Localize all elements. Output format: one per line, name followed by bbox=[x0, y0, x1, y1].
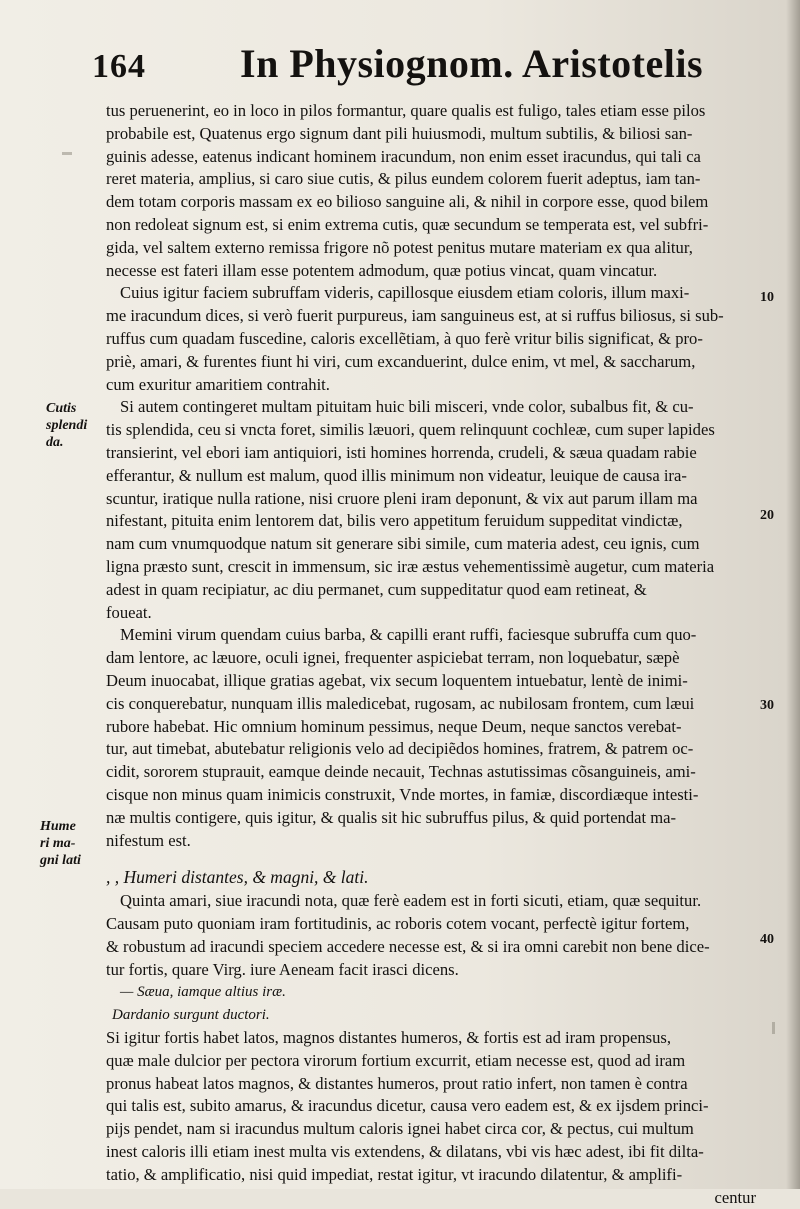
text-line: me iracundum dices, si verò fuerit purpureus, iam sanguineus est, at si ruffus biliosus, si sub- bbox=[106, 306, 724, 326]
margin-note-humeri: Hume ri ma- gni lati bbox=[40, 819, 81, 868]
text-line: qui talis est, subito amarus, & iracundus dicetur, causa vero eadem est, & ex ijsdem princi- bbox=[106, 1096, 709, 1116]
text-line: cisque non minus quam inimicis construxit, Vnde mortes, in famiæ, discordiæque intesti- bbox=[106, 784, 699, 804]
running-title: In Physiognom. Aristotelis bbox=[240, 41, 704, 86]
text-line: probabile est, Quatenus ergo signum dant pili huiusmodi, multum subtilis, & biliosi san- bbox=[106, 123, 693, 143]
text-line: foueat. bbox=[106, 602, 152, 622]
text-line: Deum inuocabat, illique gratias agebat, vix secum loquentem intuebatur, lentè de inimi- bbox=[106, 670, 688, 690]
ink-mark bbox=[62, 152, 72, 155]
text-line: dam lentore, ac læuore, oculi ignei, frequenter aspiciebat terram, non loquebatur, sæpè bbox=[106, 648, 680, 668]
text-line: cis conquerebatur, nunquam illis maledicebat, rugosam, ac nubilosam frontem, cum læui bbox=[106, 693, 695, 713]
text-line: ligna præsto sunt, crescit in immensum, sic iræ æstus vehementissimè augetur, cum materia bbox=[106, 556, 715, 576]
text-line: inest caloris illi etiam inest multa vis extendens, & dilatans, vbi vis hæc adest, ibi fit dilta- bbox=[106, 1142, 704, 1162]
text-line: tur, aut timebat, abutebatur religionis velo ad decipiẽdos homines, fratrem, & patrem oc- bbox=[106, 739, 694, 759]
text-line: pronus habeat latos magnos, & distantes humeros, prout ratio infert, non tamen è contra bbox=[106, 1073, 688, 1093]
text-line: nifestum est. bbox=[106, 830, 191, 850]
text-line: tus peruenerint, eo in loco in pilos formantur, quare qualis est fuligo, tales etiam esse pilos bbox=[106, 101, 706, 120]
text-line: transierint, vel ebori iam antiquiori, isti homines horrenda, crudeli, & sæua quadam rabie bbox=[106, 442, 697, 462]
page-header bbox=[92, 40, 732, 100]
text-line: tatio, & amplificatio, nisi quid impediat, restat igitur, vt iracundo dilatentur, & amplifi- bbox=[106, 1164, 683, 1184]
text-line: adest in quam recipiatur, ac diu permanet, cum suppeditatur quod eam retineat, & bbox=[106, 579, 647, 599]
line-number: 20 bbox=[760, 508, 774, 523]
paragraph-start-line: Cuius igitur faciem subruffam videris, capillosque eiusdem etiam coloris, illum maxi- bbox=[120, 283, 690, 303]
page-edge-shadow bbox=[786, 0, 800, 1189]
text-line: scuntur, iratique nulla ratione, nisi cruore pleni iram deponunt, & vix aut parum illam ma bbox=[106, 488, 698, 508]
paragraph-start-line: Memini virum quendam cuius barba, & capilli erant ruffi, faciesque subruffa cum quo- bbox=[120, 625, 697, 645]
text-line: gida, vel saltem externo remissa frigore nõ potest penitus mutare materiam ex qua alitur, bbox=[106, 237, 693, 257]
line-number: 40 bbox=[760, 932, 774, 947]
paragraph-start-line: Quinta amari, siue iracundi nota, quæ ferè eadem est in forti sicuti, etiam, quæ sequitur. bbox=[120, 891, 702, 911]
ink-mark bbox=[772, 1022, 775, 1034]
text-line: guinis adesse, eatenus indicant hominem iracundum, non enim esset iracundus, qui tali ca bbox=[106, 146, 701, 166]
text-line: nam cum vnumquodque natum sit generare sibi simile, cum materia adest, ceu ignis, cum bbox=[106, 534, 700, 554]
margin-note-cutis: Cutis splendi da. bbox=[46, 401, 88, 450]
section-heading: , , Humeri distantes, & magni, & lati. bbox=[106, 867, 369, 888]
body-text bbox=[106, 100, 756, 1209]
text-line: cum exuritur amaritiem contrahit. bbox=[106, 374, 330, 394]
catchword: centur bbox=[714, 1187, 756, 1207]
text-line: tur fortis, quare Virg. iure Aeneam facit irasci dicens. bbox=[106, 959, 459, 979]
text-line: tis splendida, ceu si vncta foret, similis læuori, quem relinquunt cochleæ, cum super lapides bbox=[106, 420, 715, 440]
text-line: Causam puto quoniam iram fortitudinis, ac roboris cotem vocant, perfectè igitur fortem, bbox=[106, 914, 690, 934]
text-line: cidit, sororem stuprauit, eamque deinde necauit, Technas astutissimas cõsanguineis, ami- bbox=[106, 762, 696, 782]
page-number: 164 bbox=[92, 48, 146, 85]
text-line: & robustum ad iracundi speciem accedere necesse est, & si ira omni carebit non bene dice- bbox=[106, 936, 710, 956]
line-number: 30 bbox=[760, 698, 774, 713]
text-line: næ multis contigere, quis igitur, & qualis sit hic subruffus pilus, & quid portendat ma- bbox=[106, 807, 677, 827]
text-line: reret materia, amplius, si caro siue cutis, & pilus eundem colorem fuerit adeptus, iam tan- bbox=[106, 169, 701, 189]
text-line: quæ male dulcior per pectora virorum fortium excurrit, etiam necesse est, quod ad iram bbox=[106, 1050, 686, 1070]
text-line: pijs pendet, nam si iracundus multum caloris ignei habet circa cor, & pectus, cui multum bbox=[106, 1119, 694, 1139]
text-line: non redoleat signum est, si enim extrema cutis, quæ secundum se temperata est, vel subfri- bbox=[106, 214, 709, 234]
text-line: dem totam corporis massam ex eo bilioso sanguine ali, & nihil in corpore esse, quod bilem bbox=[106, 192, 709, 212]
text-line: efferantur, & nullum est malum, quod illis minimum non videatur, leuique de causa ira- bbox=[106, 465, 687, 485]
text-line: Si igitur fortis habet latos, magnos distantes humeros, & fortis est ad iram propensus, bbox=[106, 1028, 672, 1048]
verse-quotation: — Sæua, iamque altius iræ. bbox=[120, 984, 286, 1001]
text-line: nifestant, pituita enim lentorem dat, bilis vero appetitum feruidum suppeditat vindictæ, bbox=[106, 511, 683, 531]
line-number: 10 bbox=[760, 290, 774, 305]
text-line: rubore habebat. Hic omnium hominum pessimus, neque Deum, neque sanctos verebat- bbox=[106, 716, 682, 736]
paragraph-start-line: Si autem contingeret multam pituitam huic bili misceri, vnde color, subalbus fit, & cu- bbox=[120, 397, 694, 417]
text-line: priè, amari, & furentes fiunt hi viri, cum excanduerint, dulce enim, vt mel, & saccharum, bbox=[106, 351, 696, 371]
text-line: necesse est fateri illam esse potentem admodum, quæ potius vincat, quam vincatur. bbox=[106, 260, 658, 280]
text-line: ruffus cum quadam fuscedine, caloris excellẽtiam, à quo ferè vritur bilis significat, & pro- bbox=[106, 328, 703, 348]
verse-quotation: Dardanio surgunt ductori. bbox=[112, 1007, 270, 1024]
